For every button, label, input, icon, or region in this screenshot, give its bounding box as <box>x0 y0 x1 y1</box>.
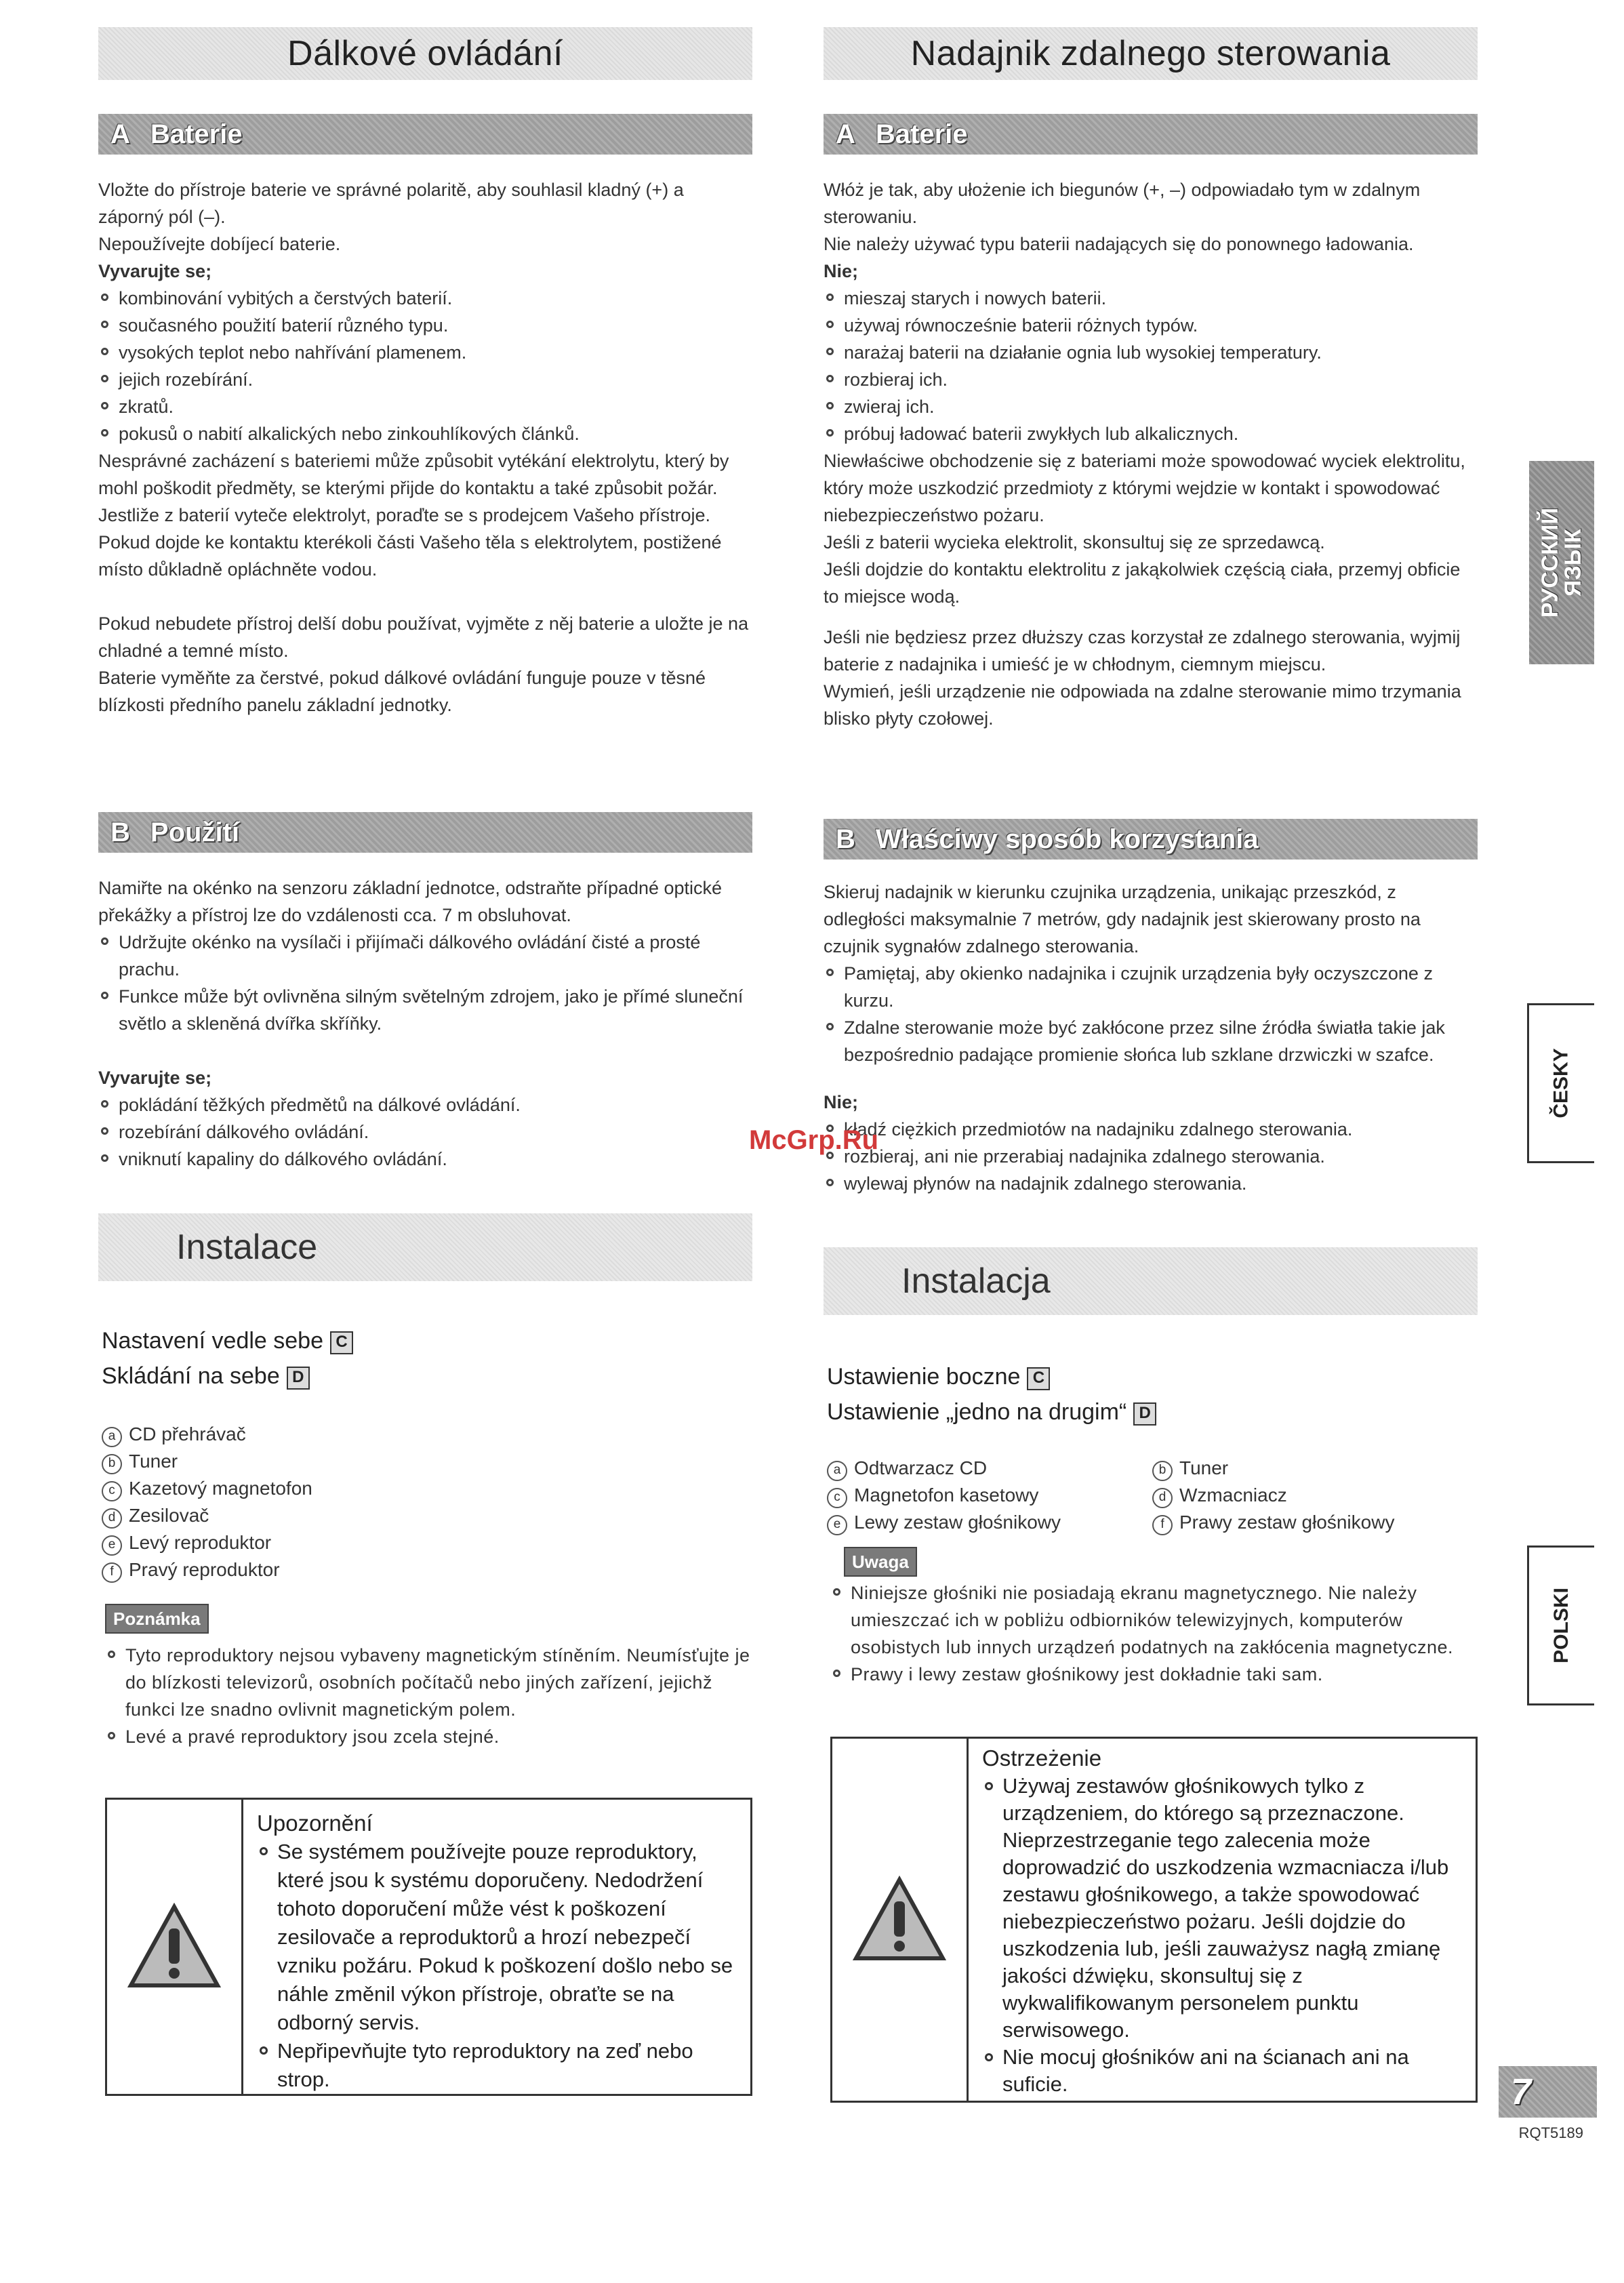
item-text: Lewy zestaw głośnikowy <box>854 1512 1061 1533</box>
note-list <box>830 1579 1478 1688</box>
item-text: Pravý reproduktor <box>129 1559 280 1580</box>
item-marker: c <box>827 1488 847 1508</box>
title-text: Dálkové ovládání <box>287 34 563 73</box>
list-item: zkratů. <box>98 393 752 420</box>
caution-title: Ostrzeżenie <box>982 1745 1102 1771</box>
list-item: rozebírání dálkového ovládání. <box>98 1118 752 1146</box>
paragraph: Nesprávné zacházení s bateriemi může způsobit vytékání elektrolytu, který by mohl poškodit předměty, se kterými přijde do kontaktu a také způsobit požár. <box>98 451 729 498</box>
subhead-text: Ustawienie „jedno na drugim“ <box>827 1399 1127 1425</box>
page-number: 7 <box>1499 2066 1597 2118</box>
language-tab-polish <box>1527 1545 1594 1705</box>
caution-list <box>982 1773 1462 2098</box>
note-list <box>105 1642 752 1750</box>
section-letter: B <box>110 817 130 847</box>
list-item: pokládání těžkých předmětů na dálkové ovládání. <box>98 1091 752 1118</box>
section-letter: A <box>836 119 855 149</box>
list-item: Niniejsze głośniki nie posiadają ekranu magnetycznego. Nie należy umieszczać ich w pobliżu odbiorników telewizyjnych, komputerów osobistych lub innych urządzeń podatnych na zakłócenia magnetyczne. <box>830 1579 1478 1661</box>
list-item: pokusů o nabití alkalických nebo zinkouhlíkových článků. <box>98 420 752 447</box>
list-item <box>102 1448 644 1475</box>
figure-ref-c: C <box>330 1331 353 1354</box>
list-item: zwieraj ich. <box>824 393 1478 420</box>
section-a-header-pl <box>824 114 1478 155</box>
list-item: Tyto reproduktory nejsou vybaveny magnetickým stíněním. Neumísťujte je do blízkosti televizorů, osobních počítačů nebo jiných zařízení, jejichž funkci lze snadno ovlivnit magnetickým polem. <box>105 1642 752 1723</box>
section-title: Właściwy sposób korzystania <box>875 824 1259 854</box>
note-label-pl: Uwaga <box>844 1547 917 1577</box>
item-marker: f <box>1152 1515 1173 1535</box>
section-b-body-pl <box>824 878 1478 1197</box>
warning-triangle-icon <box>127 1903 222 1991</box>
list-item: jejich rozebírání. <box>98 366 752 393</box>
item-text: Wzmacniacz <box>1179 1484 1287 1506</box>
list-item: kombinování vybitých a čerstvých baterií. <box>98 285 752 312</box>
item-text: Prawy zestaw głośnikowy <box>1179 1512 1395 1533</box>
list-item: rozbieraj, ani nie przerabiaj nadajnika zdalnego sterowania. <box>824 1143 1478 1170</box>
install-header-pl <box>824 1247 1478 1315</box>
paragraph: Jeśli z baterii wycieka elektrolit, skonsultuj się ze sprzedawcą. <box>824 532 1325 552</box>
section-letter: A <box>110 119 130 149</box>
paragraph: Jeśli nie będziesz przez dłuższy czas korzystał ze zdalnego sterowania, wyjmij baterie z nadajnika i umieść je w chłodnym, ciemnym miejscu. <box>824 627 1461 674</box>
section-title: Baterie <box>150 119 243 149</box>
page-title-cz <box>98 27 752 80</box>
section-b-body-cz <box>98 874 752 1173</box>
install-title: Instalace <box>176 1228 318 1267</box>
caution-title: Upozornění <box>257 1811 373 1836</box>
paragraph: Pokud dojde ke kontaktu kterékoli části Vašeho těla s elektrolytem, postižené místo důkladně opláchněte vodou. <box>98 532 722 580</box>
list-item: Prawy i lewy zestaw głośnikowy jest dokładnie taki sam. <box>830 1661 1478 1688</box>
paragraph: Jestliže z baterií vyteče elektrolyt, poraďte se s prodejcem Vašeho přístroje. <box>98 505 710 525</box>
component-list-pl-left <box>827 1455 1145 1536</box>
item-text: Odtwarzacz CD <box>854 1457 988 1478</box>
item-marker: b <box>1152 1461 1173 1481</box>
list-item: Funkce může být ovlivněna silným světelným zdrojem, jako je přímé sluneční světlo a skleněná dvířka skříňky. <box>98 983 752 1037</box>
battery-avoid-list <box>824 285 1478 447</box>
language-tab-russian <box>1529 461 1594 664</box>
caution-text-cell <box>969 1739 1476 2101</box>
list-item: současného použití baterií různého typu. <box>98 312 752 339</box>
figure-ref-d: D <box>287 1367 310 1390</box>
language-tab-czech <box>1527 1003 1594 1163</box>
warning-heading: Vyvarujte se; <box>98 261 212 281</box>
battery-avoid-list <box>98 285 752 447</box>
caution-box-pl <box>830 1737 1478 2103</box>
paragraph: Pokud nebudete přístroj delší dobu používat, vyjměte z něj baterie a uložte je na chladné a temné místo. <box>98 613 749 661</box>
list-item: vniknutí kapaliny do dálkového ovládání. <box>98 1146 752 1173</box>
component-list-cz <box>102 1421 644 1583</box>
item-marker: e <box>102 1535 122 1556</box>
paragraph: Niewłaściwe obchodzenie się z bateriami może spowodować wyciek elektrolitu, który może uszkodzić przedmioty z którymi wejdzie w kontakt i spowodować niebezpieczeństwo pożaru. <box>824 451 1465 525</box>
list-item: Udržujte okénko na vysílači i přijímači dálkového ovládání čisté a prosté prachu. <box>98 929 752 983</box>
usage-list <box>824 960 1478 1068</box>
paragraph: Namiřte na okénko na senzoru základní jednotce, odstraňte případné optické překážky a přístroj lze do vzdálenosti cca. 7 m obsluhovat. <box>98 878 723 925</box>
list-item: używaj równocześnie baterii różnych typów. <box>824 312 1478 339</box>
list-item <box>102 1556 644 1583</box>
list-item: Pamiętaj, aby okienko nadajnika i czujnik urządzenia były oczyszczone z kurzu. <box>824 960 1478 1014</box>
list-item <box>1152 1482 1478 1509</box>
figure-ref-c: C <box>1027 1367 1050 1390</box>
item-marker: c <box>102 1481 122 1501</box>
item-marker: f <box>102 1562 122 1583</box>
caution-box-cz <box>105 1798 752 2096</box>
list-item <box>827 1482 1145 1509</box>
subhead-text: Ustawienie boczne <box>827 1364 1021 1390</box>
warning-heading: Nie; <box>824 261 859 281</box>
install-subheads-cz <box>102 1323 712 1394</box>
remote-avoid-list <box>98 1091 752 1173</box>
item-marker: e <box>827 1515 847 1535</box>
page-title-pl <box>824 27 1478 80</box>
paragraph: Nepoužívejte dobíjecí baterie. <box>98 234 341 254</box>
paragraph: Włóż je tak, aby ułożenie ich biegunów (+, –) odpowiadało tym w zdalnym sterowaniu. <box>824 180 1421 227</box>
caution-icon-cell <box>107 1800 243 2094</box>
caution-list <box>257 1838 737 2094</box>
section-title: Použití <box>150 817 239 847</box>
section-a-header-cz <box>98 114 752 155</box>
caution-text-cell <box>243 1800 750 2094</box>
paragraph: Baterie vyměňte za čerstvé, pokud dálkové ovládání funguje pouze v těsné blízkosti předního panelu základní jednotky. <box>98 668 706 715</box>
install-title: Instalacja <box>901 1261 1051 1301</box>
warning-heading: Vyvarujte se; <box>98 1068 212 1088</box>
tab-label: POLSKI <box>1550 1588 1572 1663</box>
note-body-pl <box>830 1579 1478 1688</box>
paragraph: Nie należy używać typu baterii nadających się do ponownego ładowania. <box>824 234 1414 254</box>
list-item: Se systémem používejte pouze reproduktory, které jsou k systému doporučeny. Nedodržení tohoto doporučení může vést k poškození zesilovače a reproduktorů a hrozí nebezpečí vzniku požáru. Pokud k poškození došlo nebo se náhle změnil výkon přístroje, obraťte se na odborný servis. <box>257 1838 737 2037</box>
subhead-text: Skládání na sebe <box>102 1363 280 1389</box>
list-item: Nepřipevňujte tyto reproduktory na zeď nebo strop. <box>257 2037 737 2094</box>
list-item: Nie mocuj głośników ani na ścianach ani na suficie. <box>982 2044 1462 2098</box>
list-item: kładź ciężkich przedmiotów na nadajniku zdalnego sterowania. <box>824 1116 1478 1143</box>
warning-heading: Nie; <box>824 1092 859 1112</box>
list-item: vysokých teplot nebo nahřívání plamenem. <box>98 339 752 366</box>
note-body-cz <box>105 1642 752 1750</box>
list-item <box>1152 1509 1478 1536</box>
item-text: CD přehrávač <box>129 1423 246 1444</box>
list-item <box>827 1509 1145 1536</box>
usage-list <box>98 929 752 1037</box>
list-item <box>102 1475 644 1502</box>
section-letter: B <box>836 824 855 854</box>
item-marker: b <box>102 1454 122 1474</box>
tab-label: ČESKY <box>1550 1048 1573 1118</box>
paragraph: Vložte do přístroje baterie ve správné polaritě, aby souhlasil kladný (+) a záporný pól (–). <box>98 180 684 227</box>
item-marker: d <box>1152 1488 1173 1508</box>
paragraph: Wymień, jeśli urządzenie nie odpowiada na zdalne sterowanie mimo trzymania blisko płyty czołowej. <box>824 681 1461 729</box>
list-item <box>102 1502 644 1529</box>
install-header-cz <box>98 1213 752 1281</box>
section-b-header-cz <box>98 812 752 853</box>
paragraph: Skieruj nadajnik w kierunku czujnika urządzenia, unikając przeszkód, z odległości maksymalnie 7 metrów, gdy nadajnik jest skierowany prosto na czujnik sygnałów zdalnego sterowania. <box>824 882 1421 956</box>
install-subheads-pl <box>827 1359 1437 1430</box>
list-item <box>102 1529 644 1556</box>
tab-label: РУССКИЙ ЯЗЫК <box>1537 507 1586 618</box>
section-a-body-cz <box>98 176 752 719</box>
list-item <box>102 1421 644 1448</box>
item-marker: a <box>102 1427 122 1447</box>
figure-ref-d: D <box>1133 1402 1156 1426</box>
note-label-cz: Poznámka <box>105 1604 209 1634</box>
title-text: Nadajnik zdalnego sterowania <box>910 34 1391 73</box>
component-list-pl-right <box>1152 1455 1478 1536</box>
watermark: McGrp.Ru <box>749 1125 879 1155</box>
list-item <box>1152 1455 1478 1482</box>
caution-icon-cell <box>832 1739 969 2101</box>
item-text: Tuner <box>1179 1457 1229 1478</box>
item-text: Magnetofon kasetowy <box>854 1484 1039 1506</box>
subhead-text: Nastavení vedle sebe <box>102 1328 323 1354</box>
warning-triangle-icon <box>852 1876 947 1964</box>
item-text: Zesilovač <box>129 1505 209 1526</box>
list-item: rozbieraj ich. <box>824 366 1478 393</box>
paragraph: Jeśli dojdzie do kontaktu elektrolitu z jakąkolwiek częścią ciała, przemyj obficie to miejsce wodą. <box>824 559 1461 607</box>
list-item: próbuj ładować baterii zwykłych lub alkalicznych. <box>824 420 1478 447</box>
list-item: wylewaj płynów na nadajnik zdalnego sterowania. <box>824 1170 1478 1197</box>
item-marker: d <box>102 1508 122 1529</box>
item-marker: a <box>827 1461 847 1481</box>
section-title: Baterie <box>875 119 968 149</box>
item-text: Levý reproduktor <box>129 1532 272 1553</box>
list-item: Levé a pravé reproduktory jsou zcela stejné. <box>105 1723 752 1750</box>
remote-avoid-list <box>824 1116 1478 1197</box>
list-item: mieszaj starych i nowych baterii. <box>824 285 1478 312</box>
document-code: RQT5189 <box>1518 2124 1583 2141</box>
list-item: Zdalne sterowanie może być zakłócone przez silne źródła światła takie jak bezpośrednio padające promienie słońca lub szklane drzwiczki w szafce. <box>824 1014 1478 1068</box>
section-a-body-pl <box>824 176 1478 732</box>
item-text: Tuner <box>129 1451 178 1472</box>
list-item: Używaj zestawów głośnikowych tylko z urządzeniem, do którego są przeznaczone. Nieprzestrzeganie tego zalecenia może doprowadzić do uszkodzenia wzmacniacza i/lub zestawu głośnikowego, a także spowodować niebezpieczeństwo pożaru. Jeśli dojdzie do uszkodzenia lub, jeśli zauważysz nagłą zmianę jakości dźwięku, skonsultuj się z wykwalifikowanym personelem punktu serwisowego. <box>982 1773 1462 2044</box>
section-b-header-pl <box>824 819 1478 860</box>
list-item <box>827 1455 1145 1482</box>
item-text: Kazetový magnetofon <box>129 1478 312 1499</box>
list-item: narażaj baterii na działanie ognia lub wysokiej temperatury. <box>824 339 1478 366</box>
